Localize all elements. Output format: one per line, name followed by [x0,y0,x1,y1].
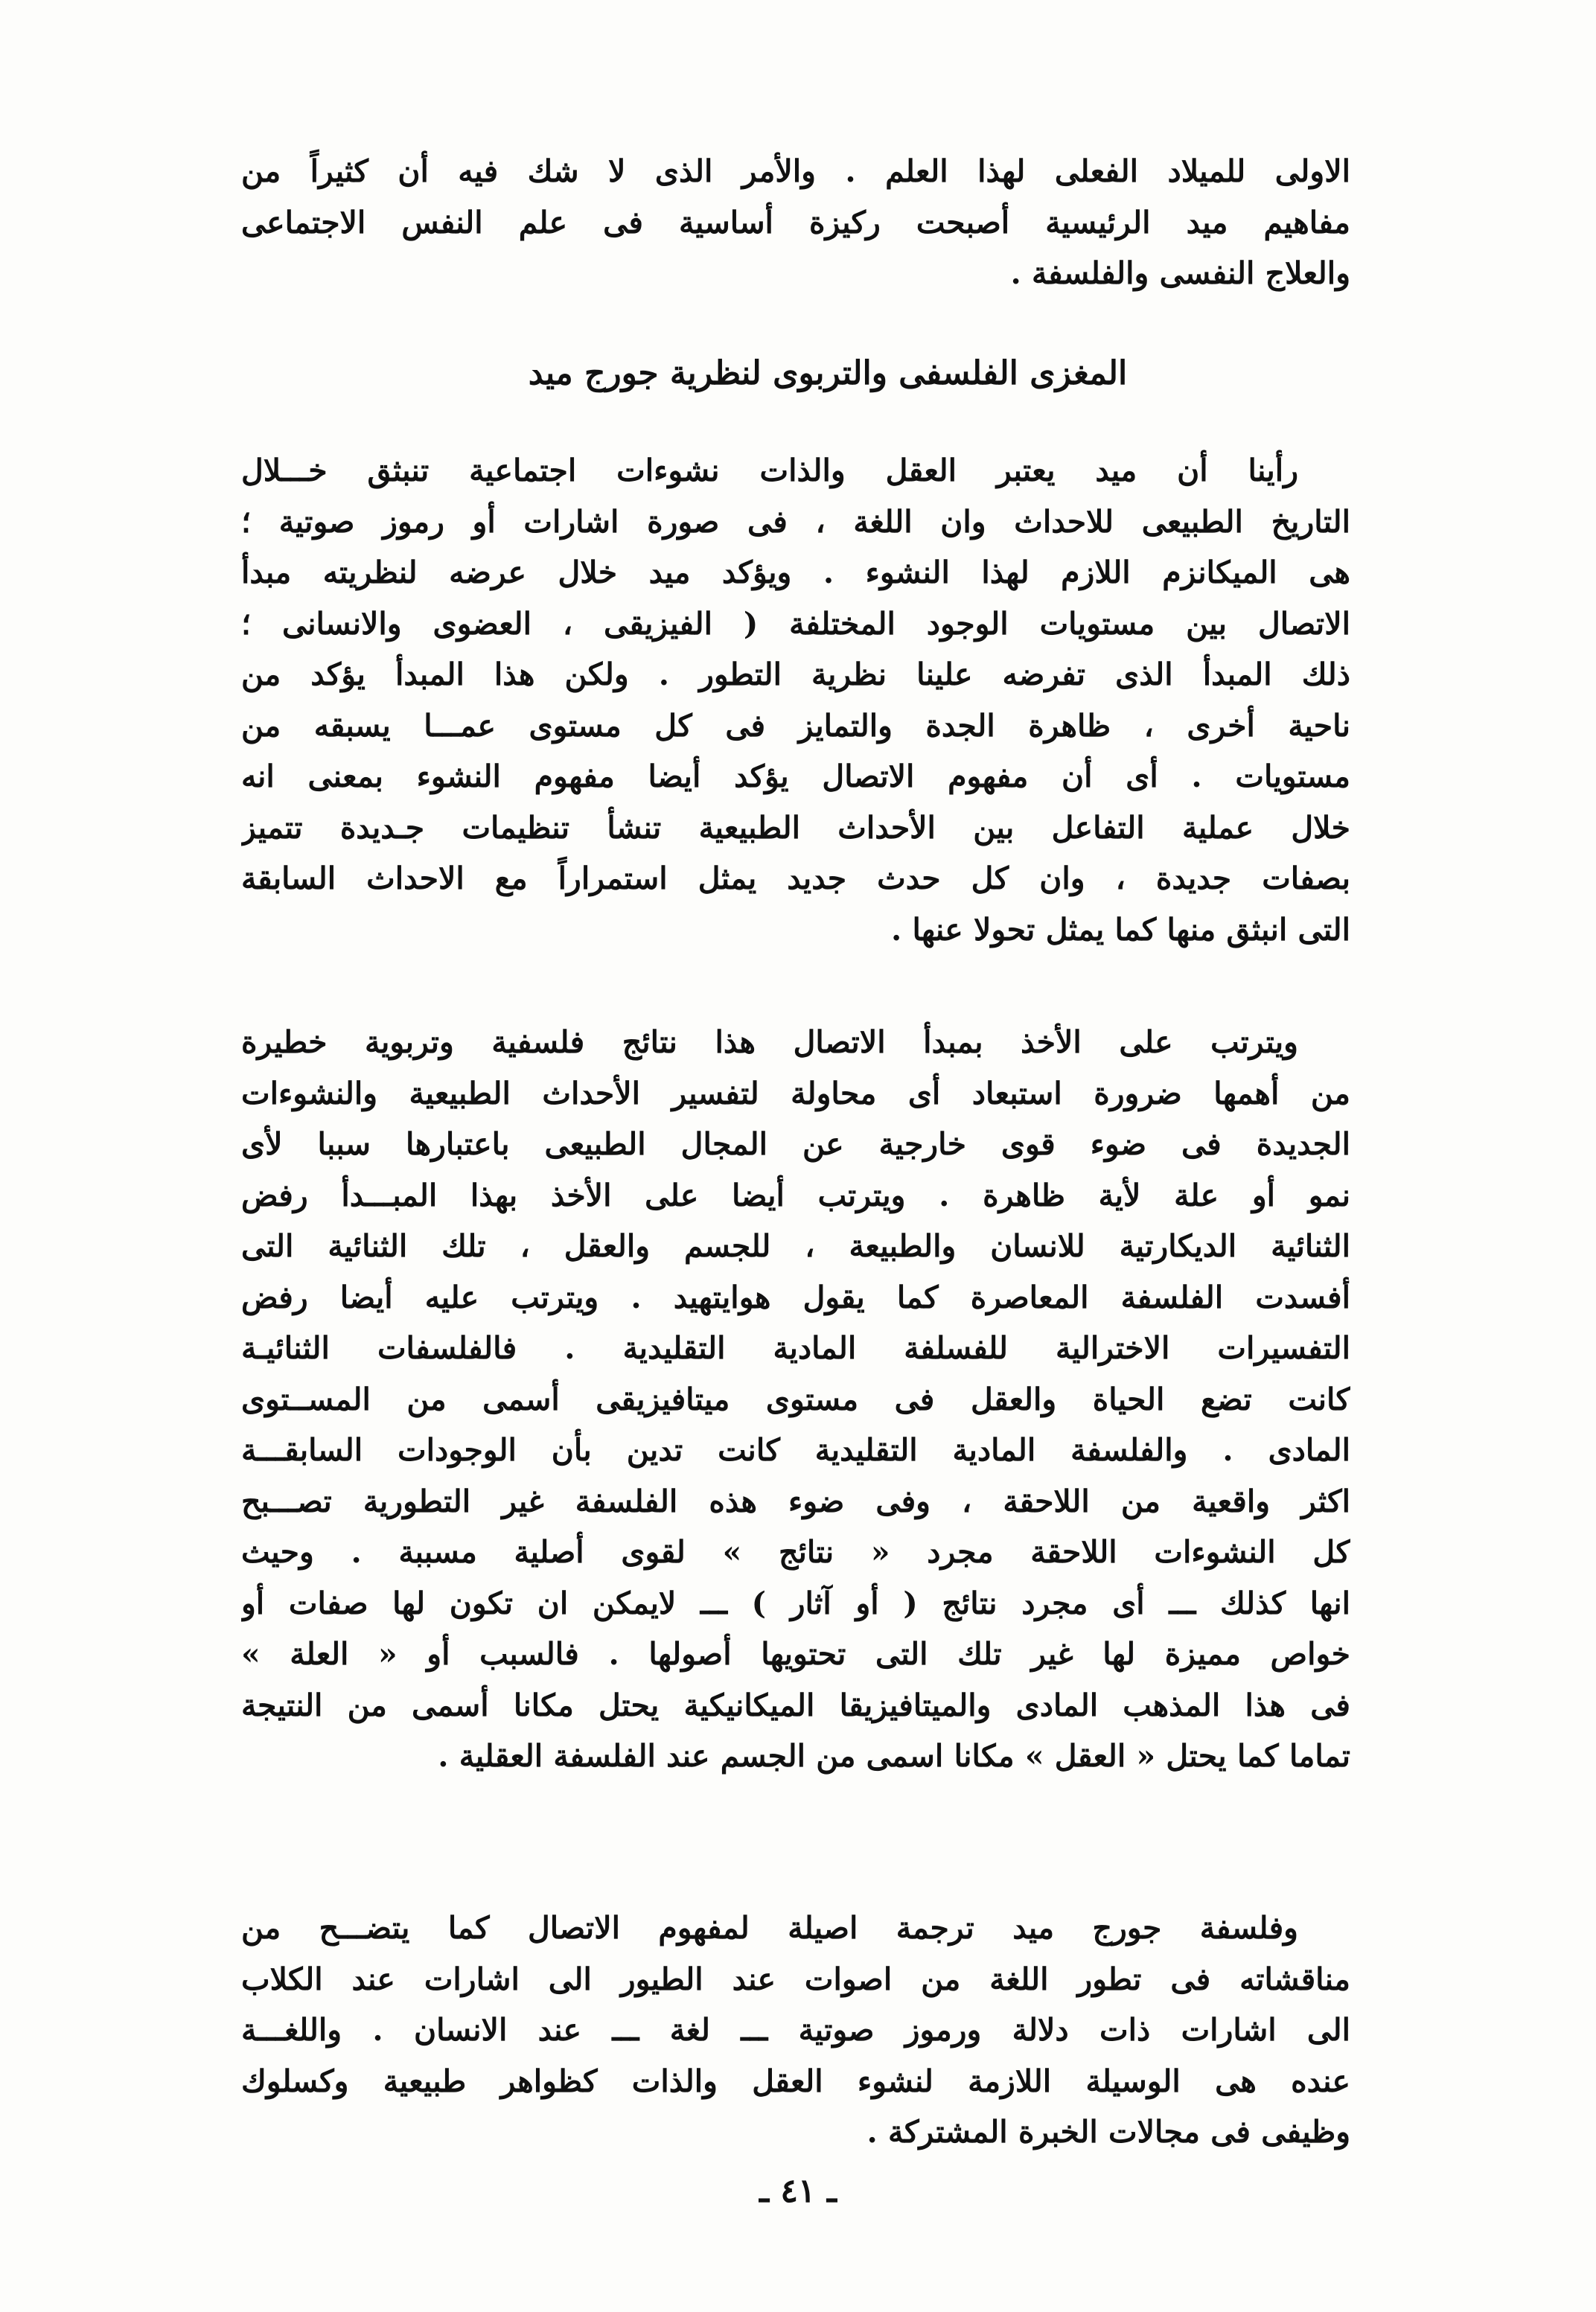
text-line: كل النشوءات اللاحقة مجرد « نتائج » لقوى أصلية مسببة . وحيث [241,1534,1350,1570]
text-line: ناحية أخرى ، ظاهرة الجدة والتمايز فى كل مستوى عمـــا يسبقه من [241,707,1350,744]
page-number: ـ ٤١ ـ [759,2172,837,2210]
text-line: وظيفى فى مجالات الخبرة المشتركة . [866,2114,1350,2150]
text-line: فى هذا المذهب المادى والميتافيزيقا الميكانيكية يحتل مكانا أسمى من النتيجة [241,1687,1350,1723]
text-line: خلال عملية التفاعل بين الأحداث الطبيعية تنشأ تنظيمات جـديدة تتميز [241,809,1350,846]
text-line: بصفات جديدة ، وان كل حدث جديد يمثل استمراراً مع الاحداث السابقة [241,860,1350,896]
section-heading: المغزى الفلسفى والتربوى لنظرية جورج ميد [528,354,1128,392]
text-line: المادى . والفلسفة المادية التقليدية كانت تدين بأن الوجودات السابقـــة [241,1432,1350,1468]
text-line: رأينا أن ميد يعتبر العقل والذات نشوءات اجتماعية تنبثق خـــلال [241,453,1298,488]
text-line: ذلك المبدأ الذى تفرضه علينا نظرية التطور . ولكن هذا المبدأ يؤكد من [241,657,1350,692]
text-line: نمو أو علة لأية ظاهرة . ويترتب أيضا على الأخذ بهذا المبـــدأ رفض [241,1177,1350,1213]
text-line: هى الميكانزم اللازم لهذا النشوء . ويؤكد ميد خلال عرضه لنظريته مبدأ [241,555,1350,590]
text-line: والعلاج النفسى والفلسفة . [1010,255,1350,291]
text-line: الى اشارات ذات دلالة ورموز صوتية ـــ لغة ـــ عند الانسان . واللغـــة [241,2012,1350,2048]
text-line: التاريخ الطبيعى للاحداث وان اللغة ، فى صورة اشارات أو رموز صوتية ؛ [241,503,1350,540]
paragraph-2 [241,1017,1350,1782]
text-line: أفسدت الفلسفة المعاصرة كما يقول هوايتهيد . ويترتب عليه أيضا رفض [241,1279,1350,1315]
intro-paragraph [241,146,1350,299]
text-line: خواص مميزة لها غير تلك التى تحتويها أصولها . فالسبب أو « العلة » [241,1636,1350,1672]
text-line: من أهمها ضرورة استبعاد أى محاولة لتفسير الأحداث الطبيعية والنشوءات [241,1075,1350,1111]
text-line: تماما كما يحتل « العقل » مكانا اسمى من الجسم عند الفلسفة العقلية . [438,1738,1350,1774]
paragraph-3 [241,1903,1350,2158]
text-line: مستويات . أى أن مفهوم الاتصال يؤكد أيضا مفهوم النشوء بمعنى انه [241,759,1350,794]
text-line: اكثر واقعية من اللاحقة ، وفى ضوء هذه الفلسفة غير التطورية تصـــبح [241,1483,1350,1519]
text-line: انها كذلك ـــ أى مجرد نتائج ( أو آثار ) ـــ لايمكن ان تكون لها صفات أو [241,1585,1350,1621]
text-line: كانت تضع الحياة والعقل فى مستوى ميتافيزيقى أسمى من المســتوى [241,1381,1350,1417]
text-line: الاتصال بين مستويات الوجود المختلفة ( الفيزيقى ، العضوى والانسانى ؛ [241,605,1350,642]
text-line: مناقشاته فى تطور اللغة من اصوات عند الطيور الى اشارات عند الكلاب [241,1961,1350,1997]
text-line: الجديدة فى ضوء قوى خارجية عن المجال الطبيعى باعتبارها سببا لأى [241,1126,1350,1162]
text-line: وفلسفة جورج ميد ترجمة اصيلة لمفهوم الاتصال كما يتضـــح من [241,1910,1298,1946]
text-line: ويترتب على الأخذ بمبدأ الاتصال هذا نتائج فلسفية وتربوية خطيرة [241,1024,1298,1060]
text-line: الاولى للميلاد الفعلى لهذا العلم . والأمر الذى لا شك فيه أن كثيراً من [241,153,1350,189]
text-line: التى انبثق منها كما يمثل تحولا عنها . [890,911,1350,948]
paragraph-1 [241,445,1350,955]
text-line: الثنائية الديكارتية للانسان والطبيعة ، للجسم والعقل ، تلك الثنائية التى [241,1228,1350,1264]
text-line: مفاهيم ميد الرئيسية أصبحت ركيزة أساسية فى علم النفس الاجتماعى [241,204,1350,240]
text-line: التفسيرات الاخترالية للفسلفة المادية التقليدية . فالفلسفات الثنائيـة [241,1330,1350,1366]
text-line: عنده هى الوسيلة اللازمة لنشوء العقل والذات كظواهر طبيعية وكسلوك [241,2063,1350,2099]
